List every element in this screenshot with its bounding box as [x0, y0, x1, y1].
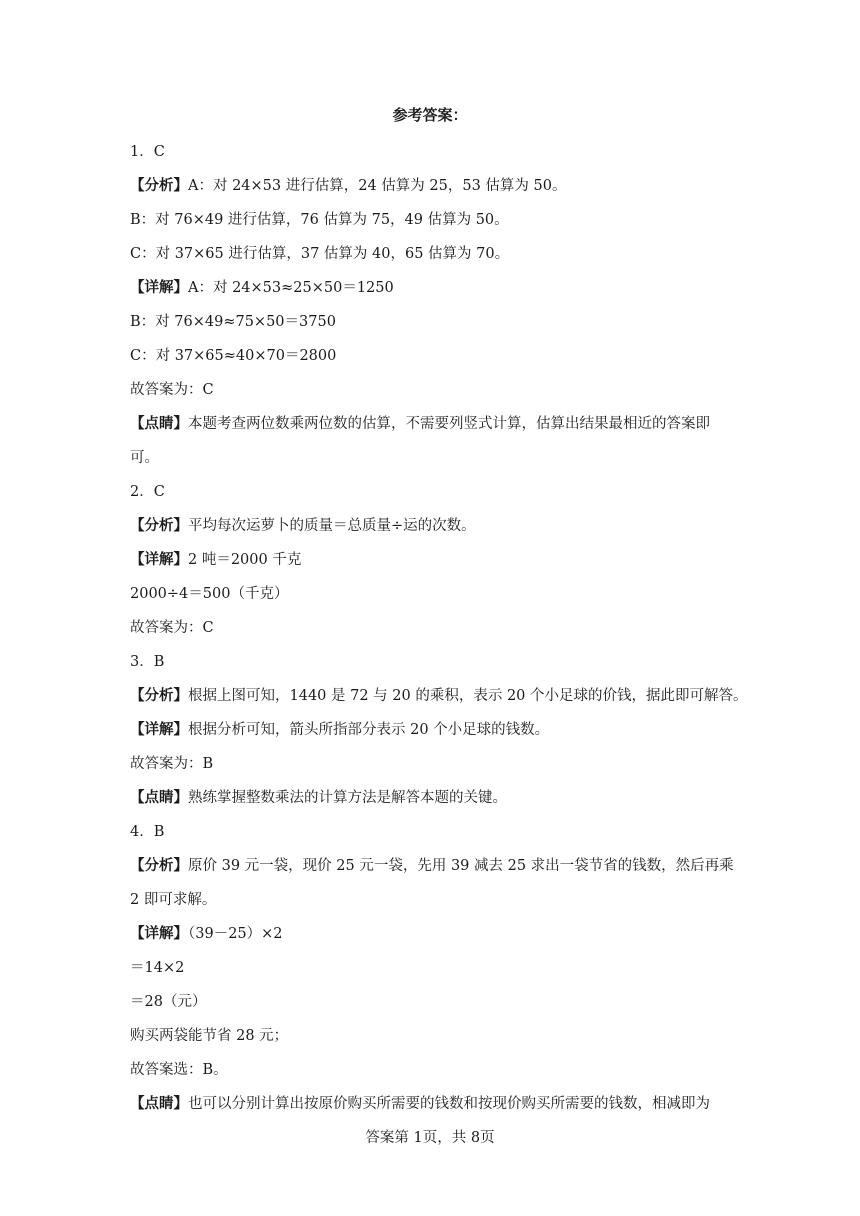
line-text: ＝28（元）	[130, 994, 207, 1010]
answer-line	[130, 577, 740, 611]
answer-line	[130, 781, 740, 815]
answer-line	[130, 747, 740, 781]
section-tag: 【点睛】	[130, 1096, 188, 1112]
answer-line	[130, 1053, 740, 1087]
answer-line	[130, 611, 740, 645]
section-tag: 【分析】	[130, 858, 188, 874]
answer-line	[130, 169, 740, 203]
answer-line	[130, 203, 740, 237]
page-footer: 答案第 1页，共 8页	[365, 1130, 495, 1146]
answer-line	[130, 679, 748, 713]
answer-line	[130, 441, 740, 475]
answer-line	[130, 373, 740, 407]
section-tag: 【分析】	[130, 688, 188, 704]
line-text: 2 吨＝2000 千克	[188, 552, 302, 568]
line-text: 也可以分别计算出按原价购买所需要的钱数和按现价购买所需要的钱数，相减即为	[188, 1096, 710, 1112]
line-text: B：对 76×49≈75×50＝3750	[130, 314, 336, 330]
answer-line	[130, 985, 740, 1019]
answer-line	[130, 645, 740, 679]
answer-line	[130, 339, 740, 373]
line-text: 故答案为：C	[130, 620, 214, 636]
section-tag: 【详解】	[130, 926, 188, 942]
line-text: 故答案为：C	[130, 382, 214, 398]
line-text: A：对 24×53≈25×50＝1250	[188, 280, 394, 296]
answer-content	[130, 135, 748, 1121]
line-text: 故答案选：B。	[130, 1062, 228, 1078]
line-text: 原价 39 元一袋，现价 25 元一袋，先用 39 减去 25 求出一袋节省的钱数，然后再乘	[188, 858, 734, 874]
answer-line	[130, 543, 740, 577]
line-text: 2．C	[130, 484, 165, 500]
section-tag: 【详解】	[130, 722, 188, 738]
answer-line	[130, 815, 740, 849]
line-text: B：对 76×49 进行估算，76 估算为 75，49 估算为 50。	[130, 212, 509, 228]
answer-line	[130, 951, 740, 985]
line-text: 可。	[130, 450, 159, 466]
page-title: 参考答案：	[392, 106, 468, 124]
section-tag: 【详解】	[130, 280, 188, 296]
answer-line	[130, 917, 740, 951]
line-text: 4．B	[130, 824, 165, 840]
answer-line	[130, 1019, 740, 1053]
line-text: （39－25）×2	[188, 926, 283, 942]
line-text: 3．B	[130, 654, 165, 670]
line-text: C：对 37×65≈40×70＝2800	[130, 348, 337, 364]
section-tag: 【分析】	[130, 518, 188, 534]
answer-line	[130, 849, 740, 883]
section-tag: 【分析】	[130, 178, 188, 194]
section-tag: 【点睛】	[130, 416, 188, 432]
answer-line	[130, 305, 740, 339]
answer-line	[130, 271, 740, 305]
answer-line	[130, 509, 740, 543]
answer-line	[130, 883, 740, 917]
line-text: 购买两袋能节省 28 元；	[130, 1028, 289, 1044]
section-tag: 【点睛】	[130, 790, 188, 806]
line-text: 本题考查两位数乘两位数的估算，不需要列竖式计算，估算出结果最相近的答案即	[188, 416, 710, 432]
line-text: 2 即可求解。	[130, 892, 217, 908]
answer-line	[130, 1087, 740, 1121]
line-text: 平均每次运萝卜的质量＝总质量÷运的次数。	[188, 518, 476, 534]
line-text: 1．C	[130, 144, 165, 160]
line-text: 2000÷4＝500（千克）	[130, 586, 289, 602]
answer-line	[130, 135, 740, 169]
line-text: 根据上图可知，1440 是 72 与 20 的乘积，表示 20 个小足球的价钱，据此即可解答。	[188, 688, 748, 704]
section-tag: 【详解】	[130, 552, 188, 568]
answer-line	[130, 407, 740, 441]
answer-line	[130, 237, 740, 271]
line-text: ＝14×2	[130, 960, 185, 976]
line-text: 故答案为：B	[130, 756, 214, 772]
line-text: 熟练掌握整数乘法的计算方法是解答本题的关键。	[188, 790, 507, 806]
answer-line	[130, 713, 740, 747]
line-text: 根据分析可知，箭头所指部分表示 20 个小足球的钱数。	[188, 722, 550, 738]
line-text: C：对 37×65 进行估算，37 估算为 40，65 估算为 70。	[130, 246, 510, 262]
answer-line	[130, 475, 740, 509]
line-text: A：对 24×53 进行估算，24 估算为 25，53 估算为 50。	[188, 178, 567, 194]
